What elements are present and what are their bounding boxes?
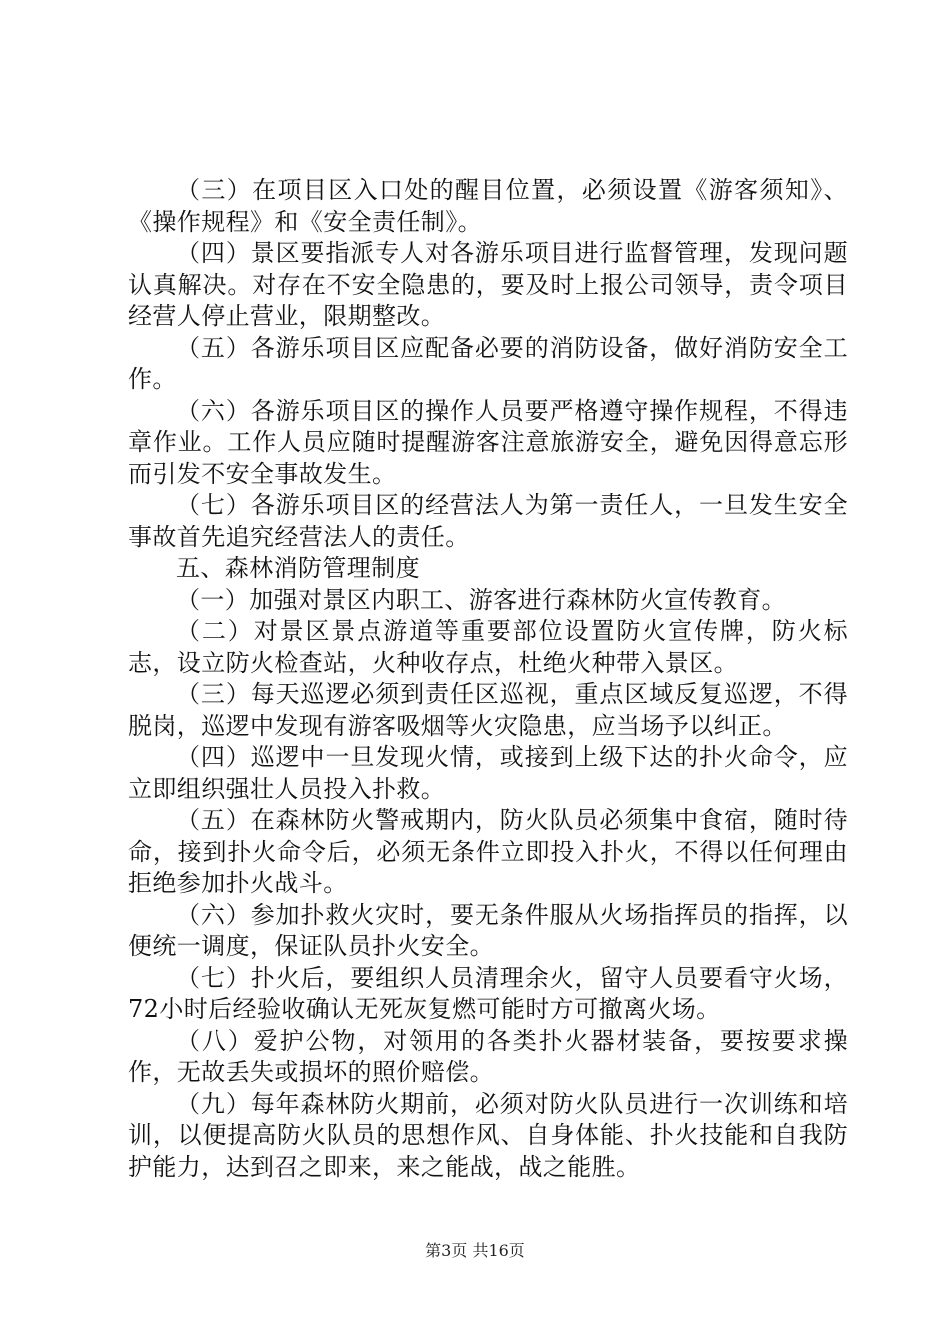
paragraph-4-supervision: （四）景区要指派专人对各游乐项目进行监督管理，发现问题认真解决。对存在不安全隐患的，要及时上报公司领导，责令项目经营人停止营业，限期整改。 <box>128 239 848 330</box>
fire-paragraph-1: （一）加强对景区内职工、游客进行森林防火宣传教育。 <box>176 585 786 614</box>
paragraph-6-operators: （六）各游乐项目区的操作人员要严格遵守操作规程，不得违章作业。工作人员应随时提醒游客注意旅游安全，避免因得意忘形而引发不安全事故发生。 <box>128 396 848 488</box>
page-number-footer: 第3页 共16页 <box>425 1241 525 1260</box>
paragraph-3-signage: （三）在项目区入口处的醒目位置，必须设置《游客须知》、《操作规程》和《安全责任制》。 <box>128 176 848 236</box>
fire-paragraph-8: （八）爱护公物，对领用的各类扑火器材装备，要按要求操作，无故丢失或损坏的照价赔偿。 <box>128 1026 848 1086</box>
fire-paragraph-5: （五）在森林防火警戒期内，防火队员必须集中食宿，随时待命，接到扑火命令后，必须无条件立即投入扑火，不得以任何理由拒绝参加扑火战斗。 <box>128 806 848 897</box>
fire-paragraph-3: （三）每天巡逻必须到责任区巡视，重点区域反复巡逻，不得脱岗，巡逻中发现有游客吸烟等火灾隐患，应当场予以纠正。 <box>128 680 848 740</box>
fire-paragraph-2: （二）对景区景点游道等重要部位设置防火宣传牌，防火标志，设立防火检查站，火种收存点，杜绝火种带入景区。 <box>128 617 848 677</box>
section-heading-forest-fire: 五、森林消防管理制度 <box>176 554 420 582</box>
paragraph-5-fire-equipment: （五）各游乐项目区应配备必要的消防设备，做好消防安全工作。 <box>128 333 848 393</box>
document-body <box>128 175 848 1183</box>
fire-paragraph-6: （六）参加扑救火灾时，要无条件服从火场指挥员的指挥，以便统一调度，保证队员扑火安全。 <box>128 900 848 960</box>
fire-paragraph-4: （四）巡逻中一旦发现火情，或接到上级下达的扑火命令，应立即组织强壮人员投入扑救。 <box>128 743 848 803</box>
fire-paragraph-9: （九）每年森林防火期前，必须对防火队员进行一次训练和培训，以便提高防火队员的思想作风、自身体能、扑火技能和自我防护能力，达到召之即来，来之能战，战之能胜。 <box>128 1089 848 1181</box>
paragraph-7-responsibility: （七）各游乐项目区的经营法人为第一责任人，一旦发生安全事故首先追究经营法人的责任。 <box>128 491 848 551</box>
fire-paragraph-7: （七）扑火后，要组织人员清理余火，留守人员要看守火场，72小时后经验收确认无死灰复燃可能时方可撤离火场。 <box>128 963 848 1023</box>
